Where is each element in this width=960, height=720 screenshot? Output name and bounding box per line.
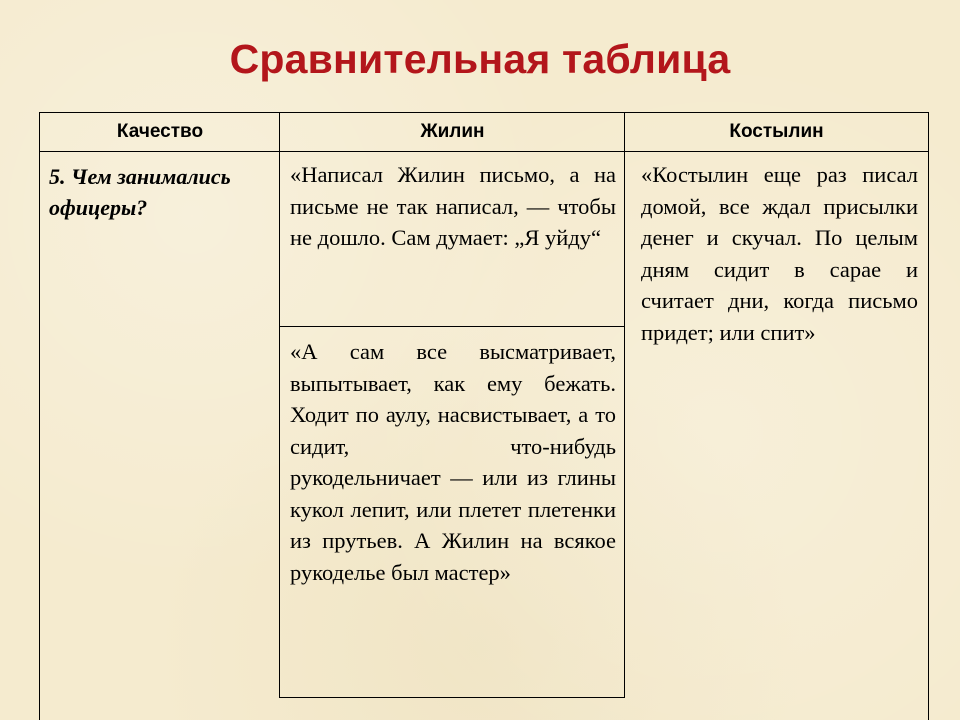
zhilin-quote-2: «А сам все высматривает, выпытывает, как ему бежать. Ходит по аулу, насвистывает, а то сидит, что-нибудь рукодельничает — или из глины кукол лепит, или плетет плетенки из прутьев. А Жилин на всякое рукоделье был мастер» — [290, 339, 616, 585]
kostylin-quote: «Костылин еще раз писал домой, все ждал присылки денег и скучал. По целым дням сидит в сарае и считает дни, когда письмо придет; или спит» — [641, 162, 918, 345]
column-divider-2 — [624, 113, 625, 698]
header-zhilin: Жилин — [420, 121, 485, 142]
header-divider — [40, 151, 928, 152]
zhilin-bottom-border — [280, 697, 625, 698]
question-cell: 5. Чем занимались офицеры? — [49, 164, 231, 220]
slide-title: Сравнительная таблица — [229, 36, 731, 82]
header-quality: Качество — [116, 121, 204, 142]
column-divider-1 — [279, 113, 280, 698]
zhilin-row-divider — [280, 326, 625, 327]
zhilin-quote-1: «Написал Жилин письмо, а на письме не так написал, — чтобы не дошло. Сам думает: „Я уйду“ — [290, 162, 616, 250]
comparison-table — [39, 112, 929, 720]
header-kostylin: Костылин — [729, 121, 824, 142]
